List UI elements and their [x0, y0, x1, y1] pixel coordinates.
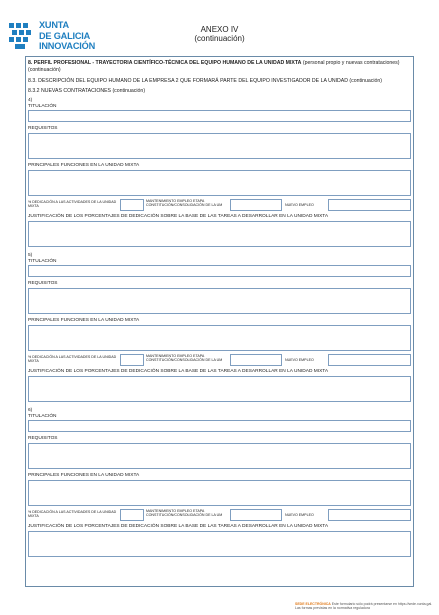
funciones-field[interactable]: [28, 170, 411, 196]
logo-line-1: XUNTA: [39, 20, 69, 30]
titulacion-field[interactable]: [28, 420, 411, 432]
dedicacion-label: % DEDICACIÓN A LAS ACTIVIDADES DE LA UNIDAD MIXTA: [28, 200, 117, 209]
funciones-label: PRINCIPALES FUNCIONES EN LA UNIDAD MIXTA: [28, 473, 140, 478]
footer-note: [295, 602, 435, 610]
nuevo-empleo-field[interactable]: [328, 199, 411, 211]
mantenimiento-label: MANTENIMIENTO EMPLEO ETAPA CONSTITUCIÓN/CONSOLIDACIÓN DE LA UM: [146, 509, 223, 518]
requisitos-field[interactable]: [28, 288, 411, 314]
annex-title: ANEXO IV: [200, 25, 239, 34]
dedicacion-field[interactable]: [120, 509, 144, 521]
funciones-label: PRINCIPALES FUNCIONES EN LA UNIDAD MIXTA: [28, 163, 140, 168]
funciones-label: PRINCIPALES FUNCIONES EN LA UNIDAD MIXTA: [28, 318, 140, 323]
justificacion-field[interactable]: [28, 376, 411, 402]
dedicacion-label: % DEDICACIÓN A LAS ACTIVIDADES DE LA UNIDAD MIXTA: [28, 355, 117, 364]
dedicacion-field[interactable]: [120, 354, 144, 366]
mantenimiento-field[interactable]: [230, 509, 282, 521]
block-number: 5): [28, 253, 33, 258]
funciones-field[interactable]: [28, 325, 411, 351]
titulacion-label: TITULACIÓN: [28, 104, 57, 109]
justificacion-label: JUSTIFICACIÓN DE LOS PORCENTAJES DE DEDICACIÓN SOBRE LA BASE DE LAS TAREAS A DESARROLLAR EN LA UNIDAD MIXTA: [28, 524, 329, 529]
mantenimiento-field[interactable]: [230, 354, 282, 366]
block-number: 4): [28, 98, 33, 103]
nuevo-empleo-label: NUEVO EMPLEO: [285, 513, 314, 517]
titulacion-label: TITULACIÓN: [28, 259, 57, 264]
logo-line-2: DE GALICIA: [39, 30, 91, 41]
mantenimiento-label: MANTENIMIENTO EMPLEO ETAPA CONSTITUCIÓN/CONSOLIDACIÓN DE LA UM: [146, 354, 223, 363]
dedicacion-field[interactable]: [120, 199, 144, 211]
section-title-rest: (personal propio y nuevas contrataciones) (continuación): [28, 60, 400, 73]
requisitos-label: REQUISITOS: [28, 126, 58, 131]
titulacion-field[interactable]: [28, 265, 411, 277]
requisitos-field[interactable]: [28, 133, 411, 159]
sede-electronica-brand: SEDE ELECTRÓNICA: [295, 602, 331, 606]
justificacion-label: JUSTIFICACIÓN DE LOS PORCENTAJES DE DEDICACIÓN SOBRE LA BASE DE LAS TAREAS A DESARROLLAR EN LA UNIDAD MIXTA: [28, 369, 329, 374]
section-title: [28, 60, 412, 73]
requisitos-label: REQUISITOS: [28, 281, 58, 286]
footer-text: Este formulario sólo podrá presentarse en https://sede.xunta.gal. Las formas previstas en la normativa reguladora: [295, 602, 433, 610]
nuevo-empleo-field[interactable]: [328, 509, 411, 521]
justificacion-label: JUSTIFICACIÓN DE LOS PORCENTAJES DE DEDICACIÓN SOBRE LA BASE DE LAS TAREAS A DESARROLLAR EN LA UNIDAD MIXTA: [28, 214, 329, 219]
section-title-bold: 8. PERFIL PROFESIONAL - TRAYECTORIA CIENTÍFICO-TÉCNICA DEL EQUIPO HUMANO DE LA UNIDAD MIXTA: [28, 60, 302, 66]
annex-subtitle: (continuación): [194, 34, 245, 43]
section-sub2: 8.3.2 NUEVAS CONTRATACIONES (continuación): [28, 88, 146, 94]
block-number: 6): [28, 408, 33, 413]
requisitos-label: REQUISITOS: [28, 436, 58, 441]
nuevo-empleo-label: NUEVO EMPLEO: [285, 358, 314, 362]
nuevo-empleo-label: NUEVO EMPLEO: [285, 203, 314, 207]
mantenimiento-label: MANTENIMIENTO EMPLEO ETAPA CONSTITUCIÓN/CONSOLIDACIÓN DE LA UM: [146, 199, 223, 208]
titulacion-label: TITULACIÓN: [28, 414, 57, 419]
requisitos-field[interactable]: [28, 443, 411, 469]
dedicacion-label: % DEDICACIÓN A LAS ACTIVIDADES DE LA UNIDAD MIXTA: [28, 510, 117, 519]
funciones-field[interactable]: [28, 480, 411, 506]
justificacion-field[interactable]: [28, 221, 411, 247]
justificacion-field[interactable]: [28, 531, 411, 557]
logo-line-3: INNOVACIÓN: [39, 41, 96, 51]
nuevo-empleo-field[interactable]: [328, 354, 411, 366]
titulacion-field[interactable]: [28, 110, 411, 122]
mantenimiento-field[interactable]: [230, 199, 282, 211]
section-sub1: 8.3. DESCRIPCIÓN DEL EQUIPO HUMANO DE LA EMPRESA 2 QUE FORMARÁ PARTE DEL EQUIPO INVESTIGADOR DE LA UNIDAD (continuación): [28, 78, 382, 84]
